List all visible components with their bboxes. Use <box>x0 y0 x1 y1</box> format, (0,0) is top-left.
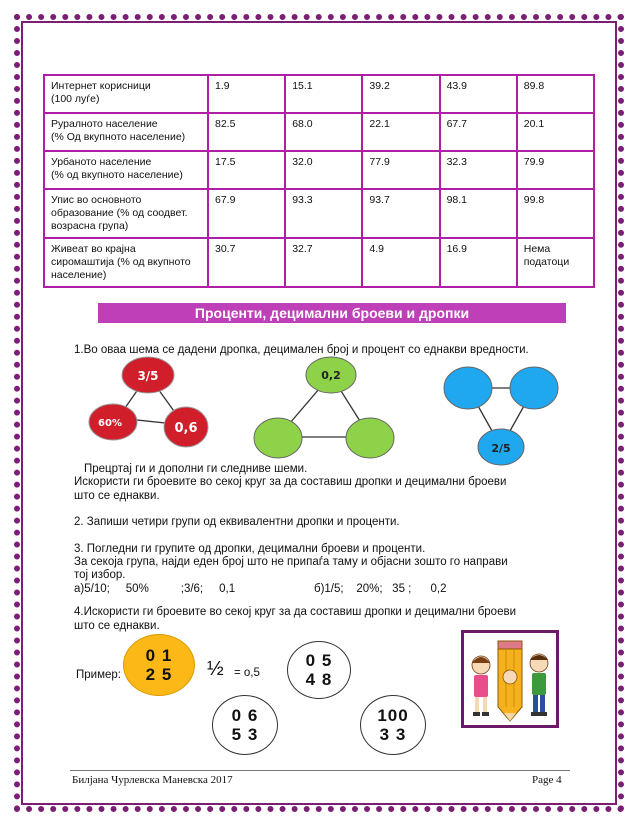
red-right-label: 0,6 <box>174 421 198 436</box>
task1-intro: 1.Во оваа шема се дадени дропка, децимален број и процент со еднакви вредности. <box>74 344 529 356</box>
example-label: Пример: <box>76 669 121 681</box>
task3-group-b: б)1/5; 20%; 35 ; 0,2 <box>314 583 447 595</box>
diagram-blue <box>444 367 558 465</box>
value-cell: 4.9 <box>362 238 439 287</box>
row-label-cell: Руралното население (% Од вкупното население) <box>44 113 208 151</box>
task3-line-3: тој избор. <box>74 569 126 581</box>
number-circle-1: 0 5 4 8 <box>287 641 351 699</box>
row-label-cell: Живеат во крајна сиромаштија (% од вкупното население) <box>44 238 208 287</box>
blue-circle-right <box>510 367 558 409</box>
green-top-label: 0,2 <box>321 369 341 382</box>
row-label-cell: Интернет корисници (100 луѓе) <box>44 75 208 113</box>
task1-instruction-3: што се еднакви. <box>74 490 160 502</box>
task1-instruction-1: Прецртај ги и дополни ги следниве шеми. <box>84 463 308 475</box>
task2-text: 2. Запиши четири групи од еквивалентни дропки и проценти. <box>74 516 400 528</box>
value-cell: 39.2 <box>362 75 439 113</box>
number-circle-3: 100 3 3 <box>360 695 426 755</box>
section-title: Проценти, децимални броеви и дропки <box>98 303 566 323</box>
example-fraction: ½ <box>207 658 224 680</box>
kids-pencil-illustration <box>461 630 559 728</box>
value-cell: 30.7 <box>208 238 285 287</box>
number-circle-2: 0 6 5 3 <box>212 695 278 755</box>
value-cell: 67.7 <box>440 113 517 151</box>
value-cell: 17.5 <box>208 151 285 189</box>
value-cell: 93.7 <box>362 189 439 238</box>
task1-instruction-2: Искористи ги броевите во секој круг за да составиш дропки и децимални броеви <box>74 476 507 488</box>
footer-page: Page 4 <box>532 774 562 786</box>
value-cell: 32.3 <box>440 151 517 189</box>
row-label-cell: Упис во основното образование (% од соодвет. возрасна група) <box>44 189 208 238</box>
diagram-red <box>89 357 208 447</box>
value-cell: 77.9 <box>362 151 439 189</box>
value-cell: 1.9 <box>208 75 285 113</box>
row-label-cell: Урбаното население (% од вкупното население) <box>44 151 208 189</box>
blue-circle-left <box>444 367 492 409</box>
task4-line-2: што се еднакви. <box>74 620 160 632</box>
green-circle-left <box>254 418 302 458</box>
value-cell: 15.1 <box>285 75 362 113</box>
value-cell: 22.1 <box>362 113 439 151</box>
value-cell: 16.9 <box>440 238 517 287</box>
value-cell: 99.8 <box>517 189 594 238</box>
value-cell: 32.0 <box>285 151 362 189</box>
footer-rule <box>70 770 570 771</box>
red-top-label: 3/5 <box>137 369 159 383</box>
value-cell: Нема податоци <box>517 238 594 287</box>
example-equals: = о,5 <box>234 667 260 679</box>
kids-pencil-icon <box>464 633 556 725</box>
value-cell: 79.9 <box>517 151 594 189</box>
task4-line-1: 4.Искористи ги броевите во секој круг за да составиш дропки и децимални броеви <box>74 606 517 618</box>
task3-line-2: За секоја група, најди еден број што не припаѓа таму и објасни зошто го направи <box>74 556 508 568</box>
value-cell: 98.1 <box>440 189 517 238</box>
green-circle-right <box>346 418 394 458</box>
blue-bottom-label: 2/5 <box>491 442 511 455</box>
value-cell: 89.8 <box>517 75 594 113</box>
task3-group-a: а)5/10; 50% ;3/6; 0,1 <box>74 583 236 595</box>
value-cell: 82.5 <box>208 113 285 151</box>
footer-author: Билјана Чурлевска Маневска 2017 <box>72 774 233 786</box>
value-cell: 20.1 <box>517 113 594 151</box>
diagram-green <box>254 357 394 458</box>
value-cell: 93.3 <box>285 189 362 238</box>
red-left-label: 60% <box>98 418 122 429</box>
value-cell: 43.9 <box>440 75 517 113</box>
example-circle-bottom: 2 5 <box>145 665 173 684</box>
value-cell: 32.7 <box>285 238 362 287</box>
value-cell: 67.9 <box>208 189 285 238</box>
example-circle-top: 0 1 <box>145 646 173 665</box>
task3-line-1: 3. Погледни ги групите од дропки, децимални броеви и проценти. <box>74 543 426 555</box>
example-circle <box>123 634 195 696</box>
value-cell: 68.0 <box>285 113 362 151</box>
